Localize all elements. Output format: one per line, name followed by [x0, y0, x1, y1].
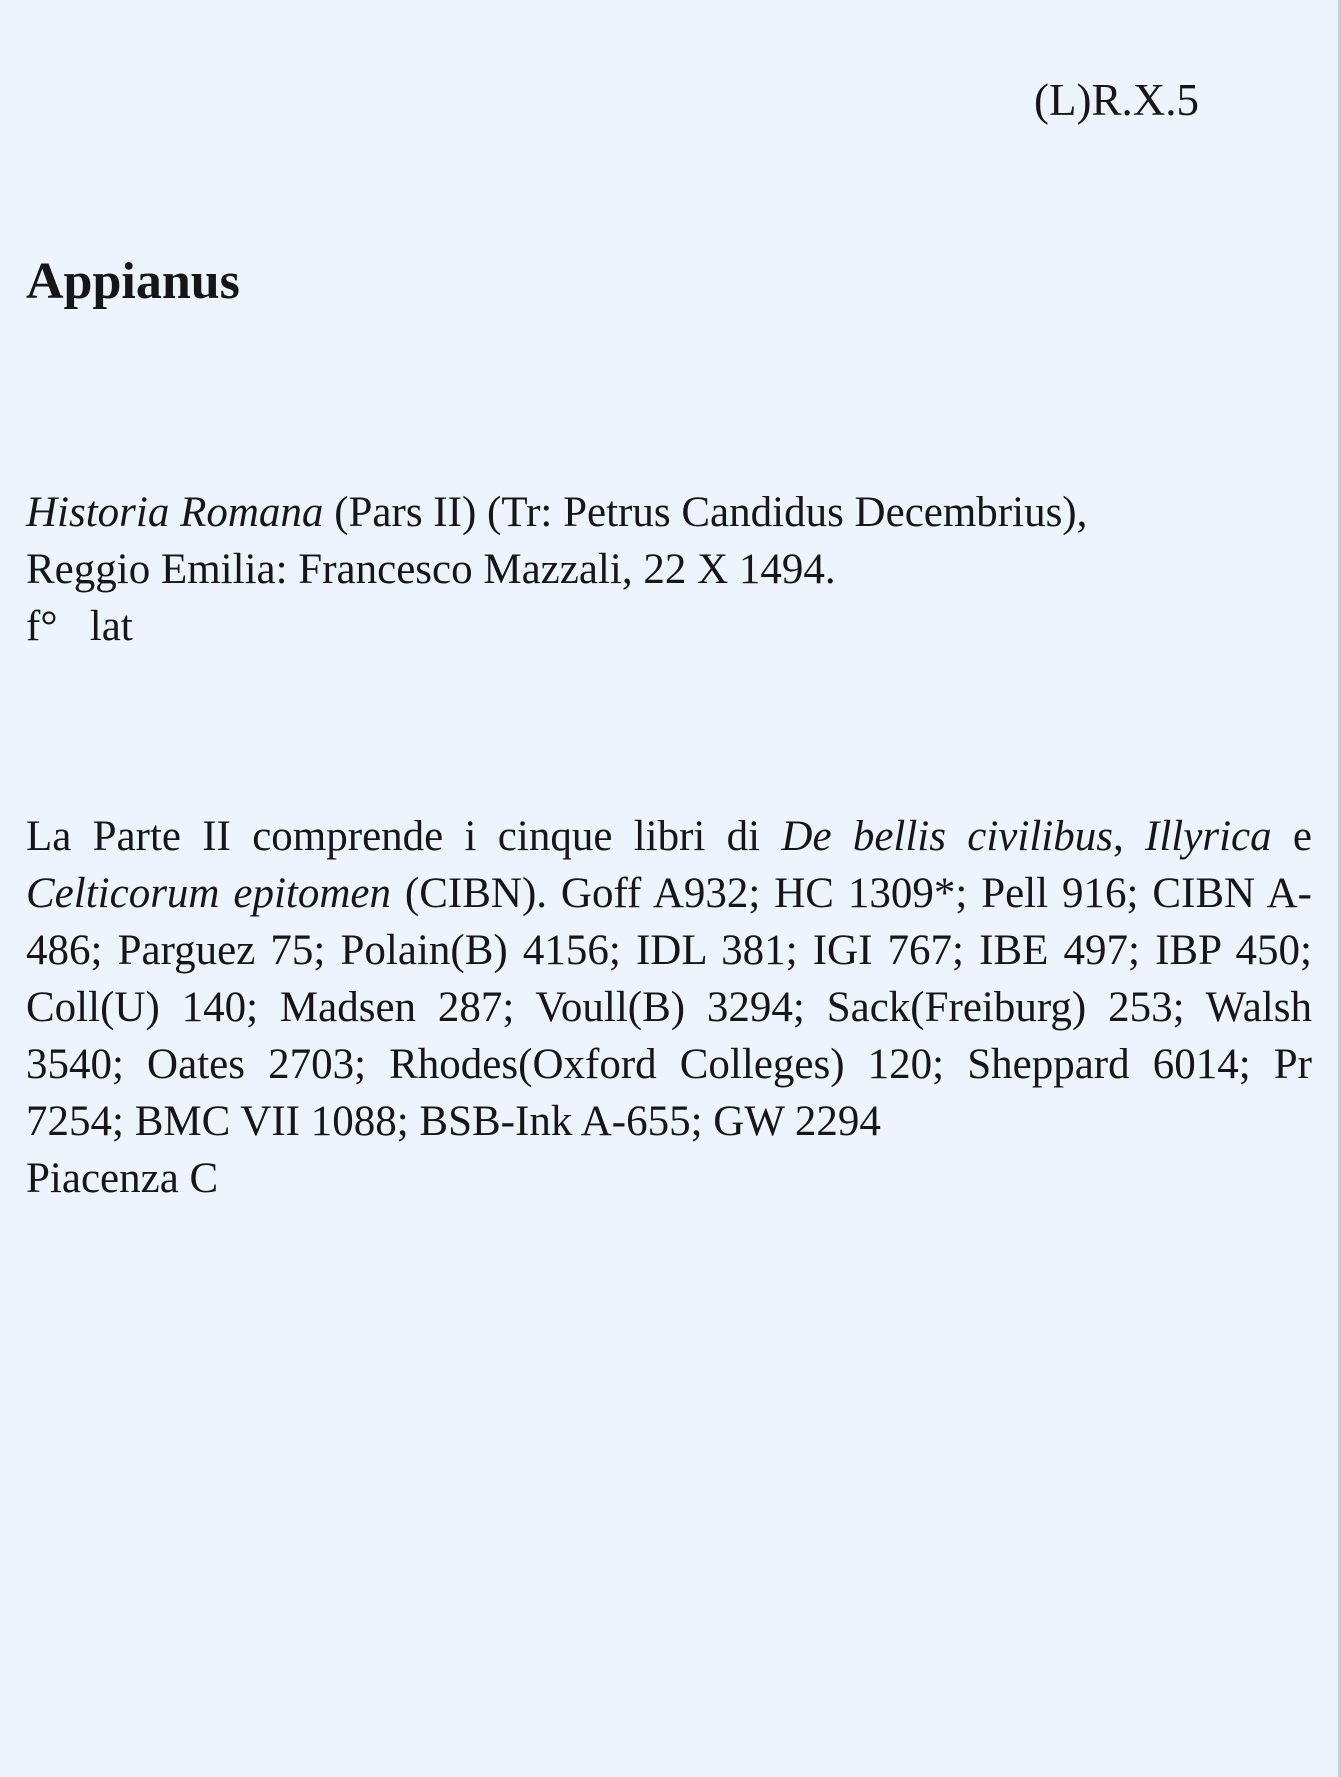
notes-text: La Parte II comprende i cinque libri di [26, 813, 782, 860]
notes-references: (CIBN). Goff A932; HC 1309*; Pell 916; CIBN A-486; Parguez 75; Polain(B) 4156; IDL 381; IGI 767; IBE 497; IBP 450; Coll(U) 140; Madsen 287; Voull(B) 3294; Sack(Freiburg) 253; Walsh 3540; Oates 2703; Rhodes(Oxford Colleges) 120; Sheppard 6014; Pr 7254; BMC VII 1088; BSB-Ink A-655; GW 2294 [26, 870, 1312, 1145]
notes-work-title: Celticorum epitomen [26, 870, 391, 917]
holding-location: Piacenza C [26, 1155, 219, 1202]
notes-work-title: De bellis civilibus [781, 813, 1113, 860]
format: f° [26, 603, 58, 650]
notes-block [26, 808, 1312, 1207]
title-block [26, 484, 1316, 655]
author-heading: Appianus [26, 253, 240, 310]
format-line [26, 598, 1316, 655]
title-line [26, 484, 1316, 541]
shelfmark: (L)R.X.5 [1034, 75, 1199, 125]
language: lat [89, 603, 133, 650]
title-details: (Pars II) (Tr: Petrus Candidus Decembrius), [323, 489, 1088, 536]
notes-text: , [1112, 813, 1146, 860]
notes-text: e [1271, 813, 1312, 860]
notes-work-title: Illyrica [1145, 813, 1272, 860]
imprint-line: Reggio Emilia: Francesco Mazzali, 22 X 1494. [26, 546, 836, 593]
title-italic: Historia Romana [26, 489, 324, 536]
notes-paragraph [26, 808, 1312, 1150]
